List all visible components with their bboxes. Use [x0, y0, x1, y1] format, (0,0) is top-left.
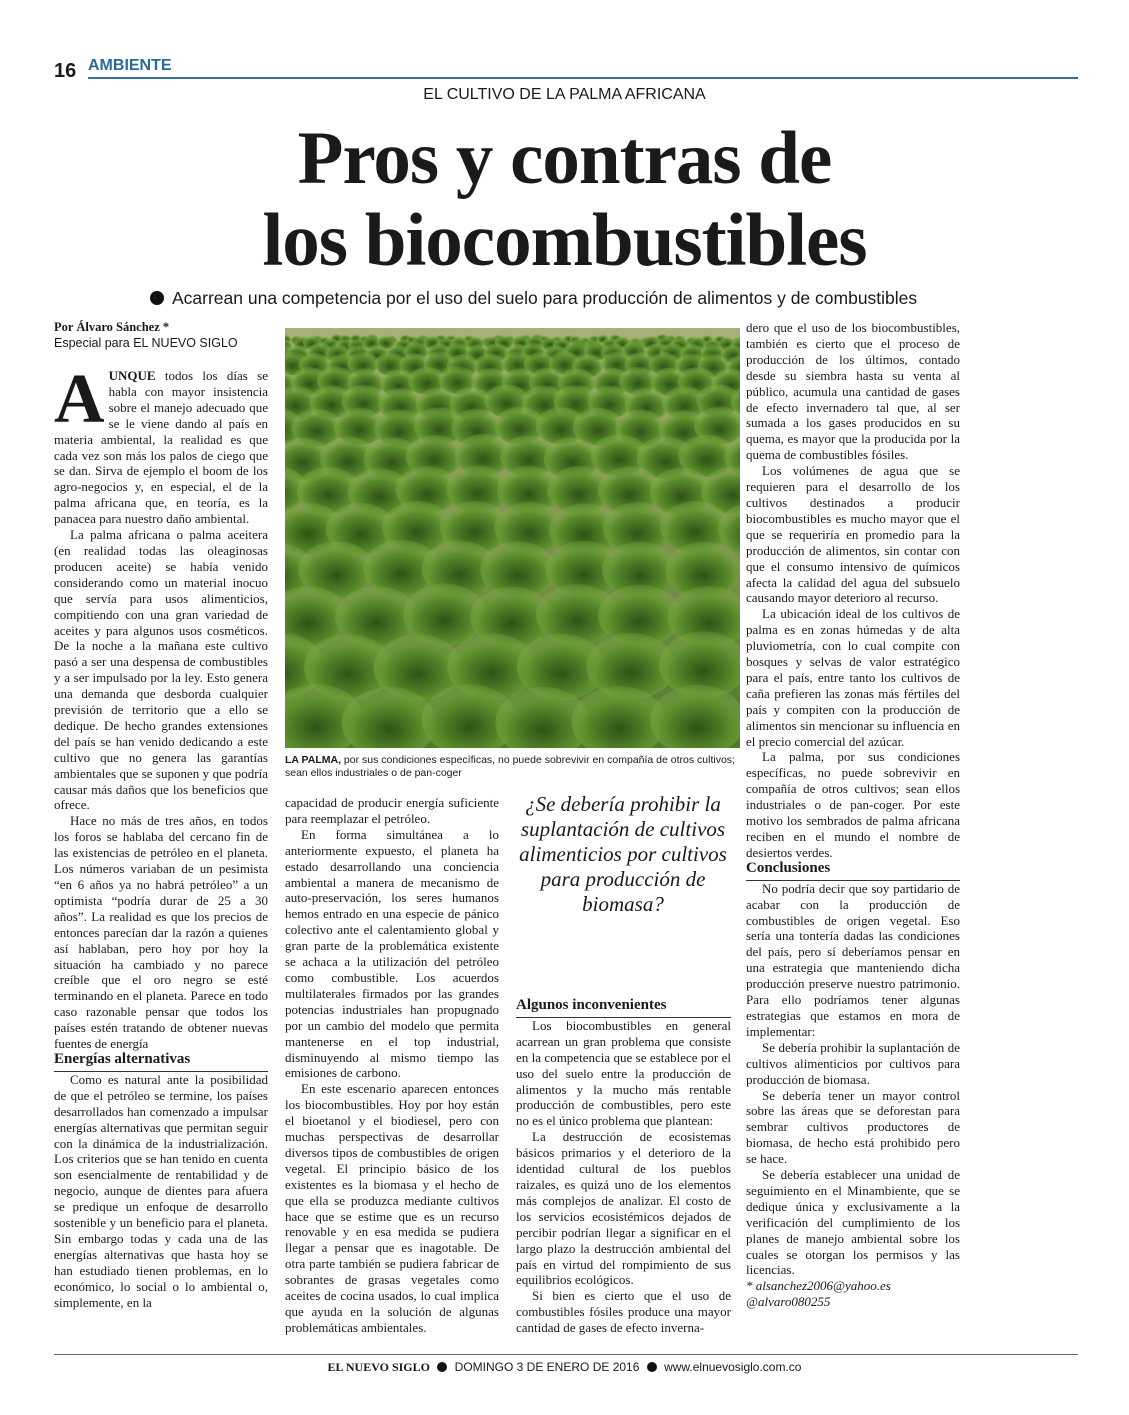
lead-word: UNQUE	[108, 368, 156, 383]
paragraph: En este escenario aparecen entonces los biocombustibles. Hoy por hoy están el bioetanol y el biodiesel, pero con muchas perspectivas de desarrollar diversos tipos de combustibles de origen vegetal. El principio básico de los existentes es la biomasa y el hecho de que ella se produzca mediante cultivos hace que se estime que es un recurso renovable y en esa medida se pudiera llegar a pensar que es inagotable. De otra parte también se pudiera fabricar de sobrantes de grasas vegetales como aceites de cocina usados, lo cual implica que ayuda en la solución de algunas problemáticas ambientales.	[285, 1081, 499, 1335]
paragraph: La palma, por sus condiciones específicas, no puede sobrevivir en compañía de otros cultivos; sean ellos industriales o de pan-coger. Por este motivo los sembrados de palma africana reciben en el mundo el nombre de desiertos verdes.	[746, 749, 960, 860]
caption-lead: LA PALMA,	[285, 754, 341, 766]
paragraph: dero que el uso de los biocombustibles, también es cierto que el proceso de producción de los últimos, contado desde su siembra hasta su venta al público, acumula una cantidad de gases de efecto invernadero tal que, al ser sumada a los gases producidos en su quema, es mayor que la producida por la quema de combustibles fósiles.	[746, 320, 960, 463]
page-number: 16	[54, 60, 77, 82]
footer	[0, 1360, 1129, 1375]
paragraph: Se debería tener un mayor control sobre las áreas que se deforestan para sembrar cultivos productores de biomasa, de hecho está prohibido pero se hace.	[746, 1087, 960, 1167]
headline	[0, 118, 1129, 282]
paragraph: Los volúmenes de agua que se requieren para el desarrollo de los cultivos destinados a producir biocombustibles es mucho mayor que el que se requeriría en promedio para la producción de alimentos, sin contar con que el consumo intensivo de químicos afecta la calidad del agua del subsuelo causando mayor deterioro al recurso.	[746, 463, 960, 606]
paragraph: Los biocombustibles en general acarrean un gran problema que consiste en la competencia que se establece por el uso del suelo entre la producción de alimentos y la mucho más rentable producción de combustibles, pero este no es el único problema que plantean:	[516, 1017, 731, 1129]
paragraph: En forma simultánea a lo anteriormente expuesto, el planeta ha estado desarrollando una conciencia ambiental a manera de mecanismo de auto-preservación, los seres humanos hemos entrado en una especie de pánico colectivo ante el calentamiento global y gran parte de la problemática existente se achaca a la utilización del petróleo como combustible. Los acuerdos multilaterales firmados por las grandes potencias industriales han propugnado por un cambio del modelo que permita mantenerse en el top industrial, disminuyendo al mismo tiempo las emisiones de carbono.	[285, 826, 499, 1081]
paragraph: No podría decir que soy partidario de acabar con la producción de combustibles de origen vegetal. Eso sería una tontería dadas las condiciones del país, pero sí deberíamos pensar en una estrategia que manteniendo dicha producción preserve nuestro patrimonio. Para ello podríamos tener algunas estrategias que estamos en mora de implementar:	[746, 880, 960, 1039]
article-column-1	[54, 361, 268, 1310]
paragraph: capacidad de producir energía suficiente para reemplazar el petróleo.	[285, 795, 499, 826]
headline-line-1: Pros y contras de	[297, 117, 832, 200]
article-column-4	[746, 320, 960, 1310]
palm-plantation-photo	[285, 328, 740, 748]
footer-rule	[54, 1354, 1078, 1355]
headline-line-2: los biocombustibles	[262, 199, 867, 282]
footer-url: www.elnuevosiglo.com.co	[664, 1360, 802, 1374]
subtitle	[150, 288, 1110, 309]
article-column-2	[285, 795, 499, 1336]
paragraph-text: todos los días se habla con mayor insistencia sobre el manejo adecuado que se le viene dando al país en materia ambiental, la realidad es que cada vez son más los palos de ciego que se dan. Sirva de ejemplo el boom de los agro-negocios y, en especial, el de la palma africana que, en teoría, es la panacea para nuestro daño ambiental.	[54, 368, 268, 527]
paragraph: La ubicación ideal de los cultivos de palma es en zonas húmedas y de alta pluviometría, con lo cual compite con bosques y selvas de valor estratégico para el país, entre tanto los cultivos de caña prefieren las zonas más fértiles del país y compiten con la producción de alimentos sin mencionar su influencia en el precio comercial del azúcar.	[746, 606, 960, 749]
dropcap: A	[54, 361, 105, 438]
article-column-3	[516, 998, 731, 1336]
footer-date: DOMINGO 3 DE ENERO DE 2016	[454, 1360, 640, 1374]
paragraph: Hace no más de tres años, en todos los foros se hablaba del cercano fin de las existencias de petróleo en el planeta. Los números variaban de un pesimista “en 6 años ya no habrá petróleo” a un optimista “podría durar de 25 a 30 años”. La realidad es que los precios de entonces parecían dar la razón a quienes así hablaban, pero hoy por hoy la situación ha cambiado y no parece creíble que el oro negro se esté terminando en el planeta. Parece en todo caso razonable pensar que todos los países estén tratando de obtener nuevas fuentes de energía	[54, 813, 268, 1052]
bullet-icon	[647, 1362, 657, 1372]
caption-text: por sus condiciones específicas, no puede sobrevivir en compañía de otros cultivos; sean ellos industriales o de pan-coger	[285, 754, 735, 779]
byline-role: Especial para EL NUEVO SIGLO	[54, 336, 238, 350]
paragraph: La destrucción de ecosistemas básicos primarios y el deterioro de la identidad cultural de los pueblos raizales, es quizá uno de los elementos más complejos de analizar. El costo de los servicios ecosistémicos dejados de percibir podrían llegar a significar en el largo plazo la destrucción ambiental del país en virtud del rompimiento de sus equilibrios ecológicos.	[516, 1129, 731, 1288]
bullet-icon	[150, 291, 164, 305]
bullet-icon	[437, 1362, 447, 1372]
paragraph: Si bien es cierto que el uso de combustibles fósiles produce una mayor cantidad de gases de efecto inverna-	[516, 1288, 731, 1336]
subtitle-text: Acarrean una competencia por el uso del suelo para producción de alimentos y de combustibles	[172, 288, 918, 308]
footer-paper-name: EL NUEVO SIGLO	[327, 1360, 430, 1374]
palm-plantation-image	[285, 328, 740, 748]
header-rule	[88, 77, 1078, 79]
paragraph: Se debería prohibir la suplantación de cultivos alimenticios por cultivos para producción de biomasa.	[746, 1039, 960, 1087]
subhead: Algunos inconvenientes	[516, 998, 731, 1018]
paragraph: La palma africana o palma aceitera (en realidad todas las oleaginosas producen aceite) se había venido considerando como un material inocuo que servía para usos alimenticios, compitiendo con una gran variedad de aceites y para algunos usos cosméticos. De la noche a la mañana este cultivo pasó a ser una despensa de combustibles y a ser impulsado por la ley. Esto genera una demanda que desborda cualquier previsión de territorio que a ello se dedique. De hecho grandes extensiones del país se han venido dedicando a este cultivo que no genera las garantías ambientales que se suponen y que podría causar más daños que los beneficios que ofrece.	[54, 527, 268, 813]
paragraph: Como es natural ante la posibilidad de que el petróleo se termine, los países desarrollados han comenzado a impulsar energías alternativas que permitan seguir con la dinámica de la industrialización. Los criterios que se han tenido en cuenta son esencialmente de rentabilidad y de negocio, aunque de dientes para afuera se predique un enfoque de desarrollo sostenible y un beneficio para el planeta. Sin embargo todas y cada una de las energías alternativas que hasta hoy se han estudiado tienen problemas, en lo económico, lo social o lo ambiental o, simplemente, en la	[54, 1071, 268, 1310]
subhead: Conclusiones	[746, 861, 960, 881]
paragraph	[54, 361, 268, 527]
author-contact: * alsanchez2006@yahoo.es @alvaro080255	[746, 1278, 891, 1310]
paragraph: Se debería establecer una unidad de seguimiento en el Minambiente, que se dedique única y exclusivamente a la verificación del cumplimiento de los planes de manejo ambiental sobre los cuales se otorgan los permisos y las licencias.	[746, 1167, 960, 1278]
subhead: Energías alternativas	[54, 1052, 268, 1072]
byline-author: Por Álvaro Sánchez *	[54, 320, 170, 334]
pull-quote: ¿Se debería prohibir la suplantación de cultivos alimenticios por cultivos para producción de biomasa?	[519, 792, 727, 916]
photo-caption	[285, 754, 735, 780]
section-label: AMBIENTE	[88, 57, 172, 74]
kicker: EL CULTIVO DE LA PALMA AFRICANA	[423, 86, 706, 103]
